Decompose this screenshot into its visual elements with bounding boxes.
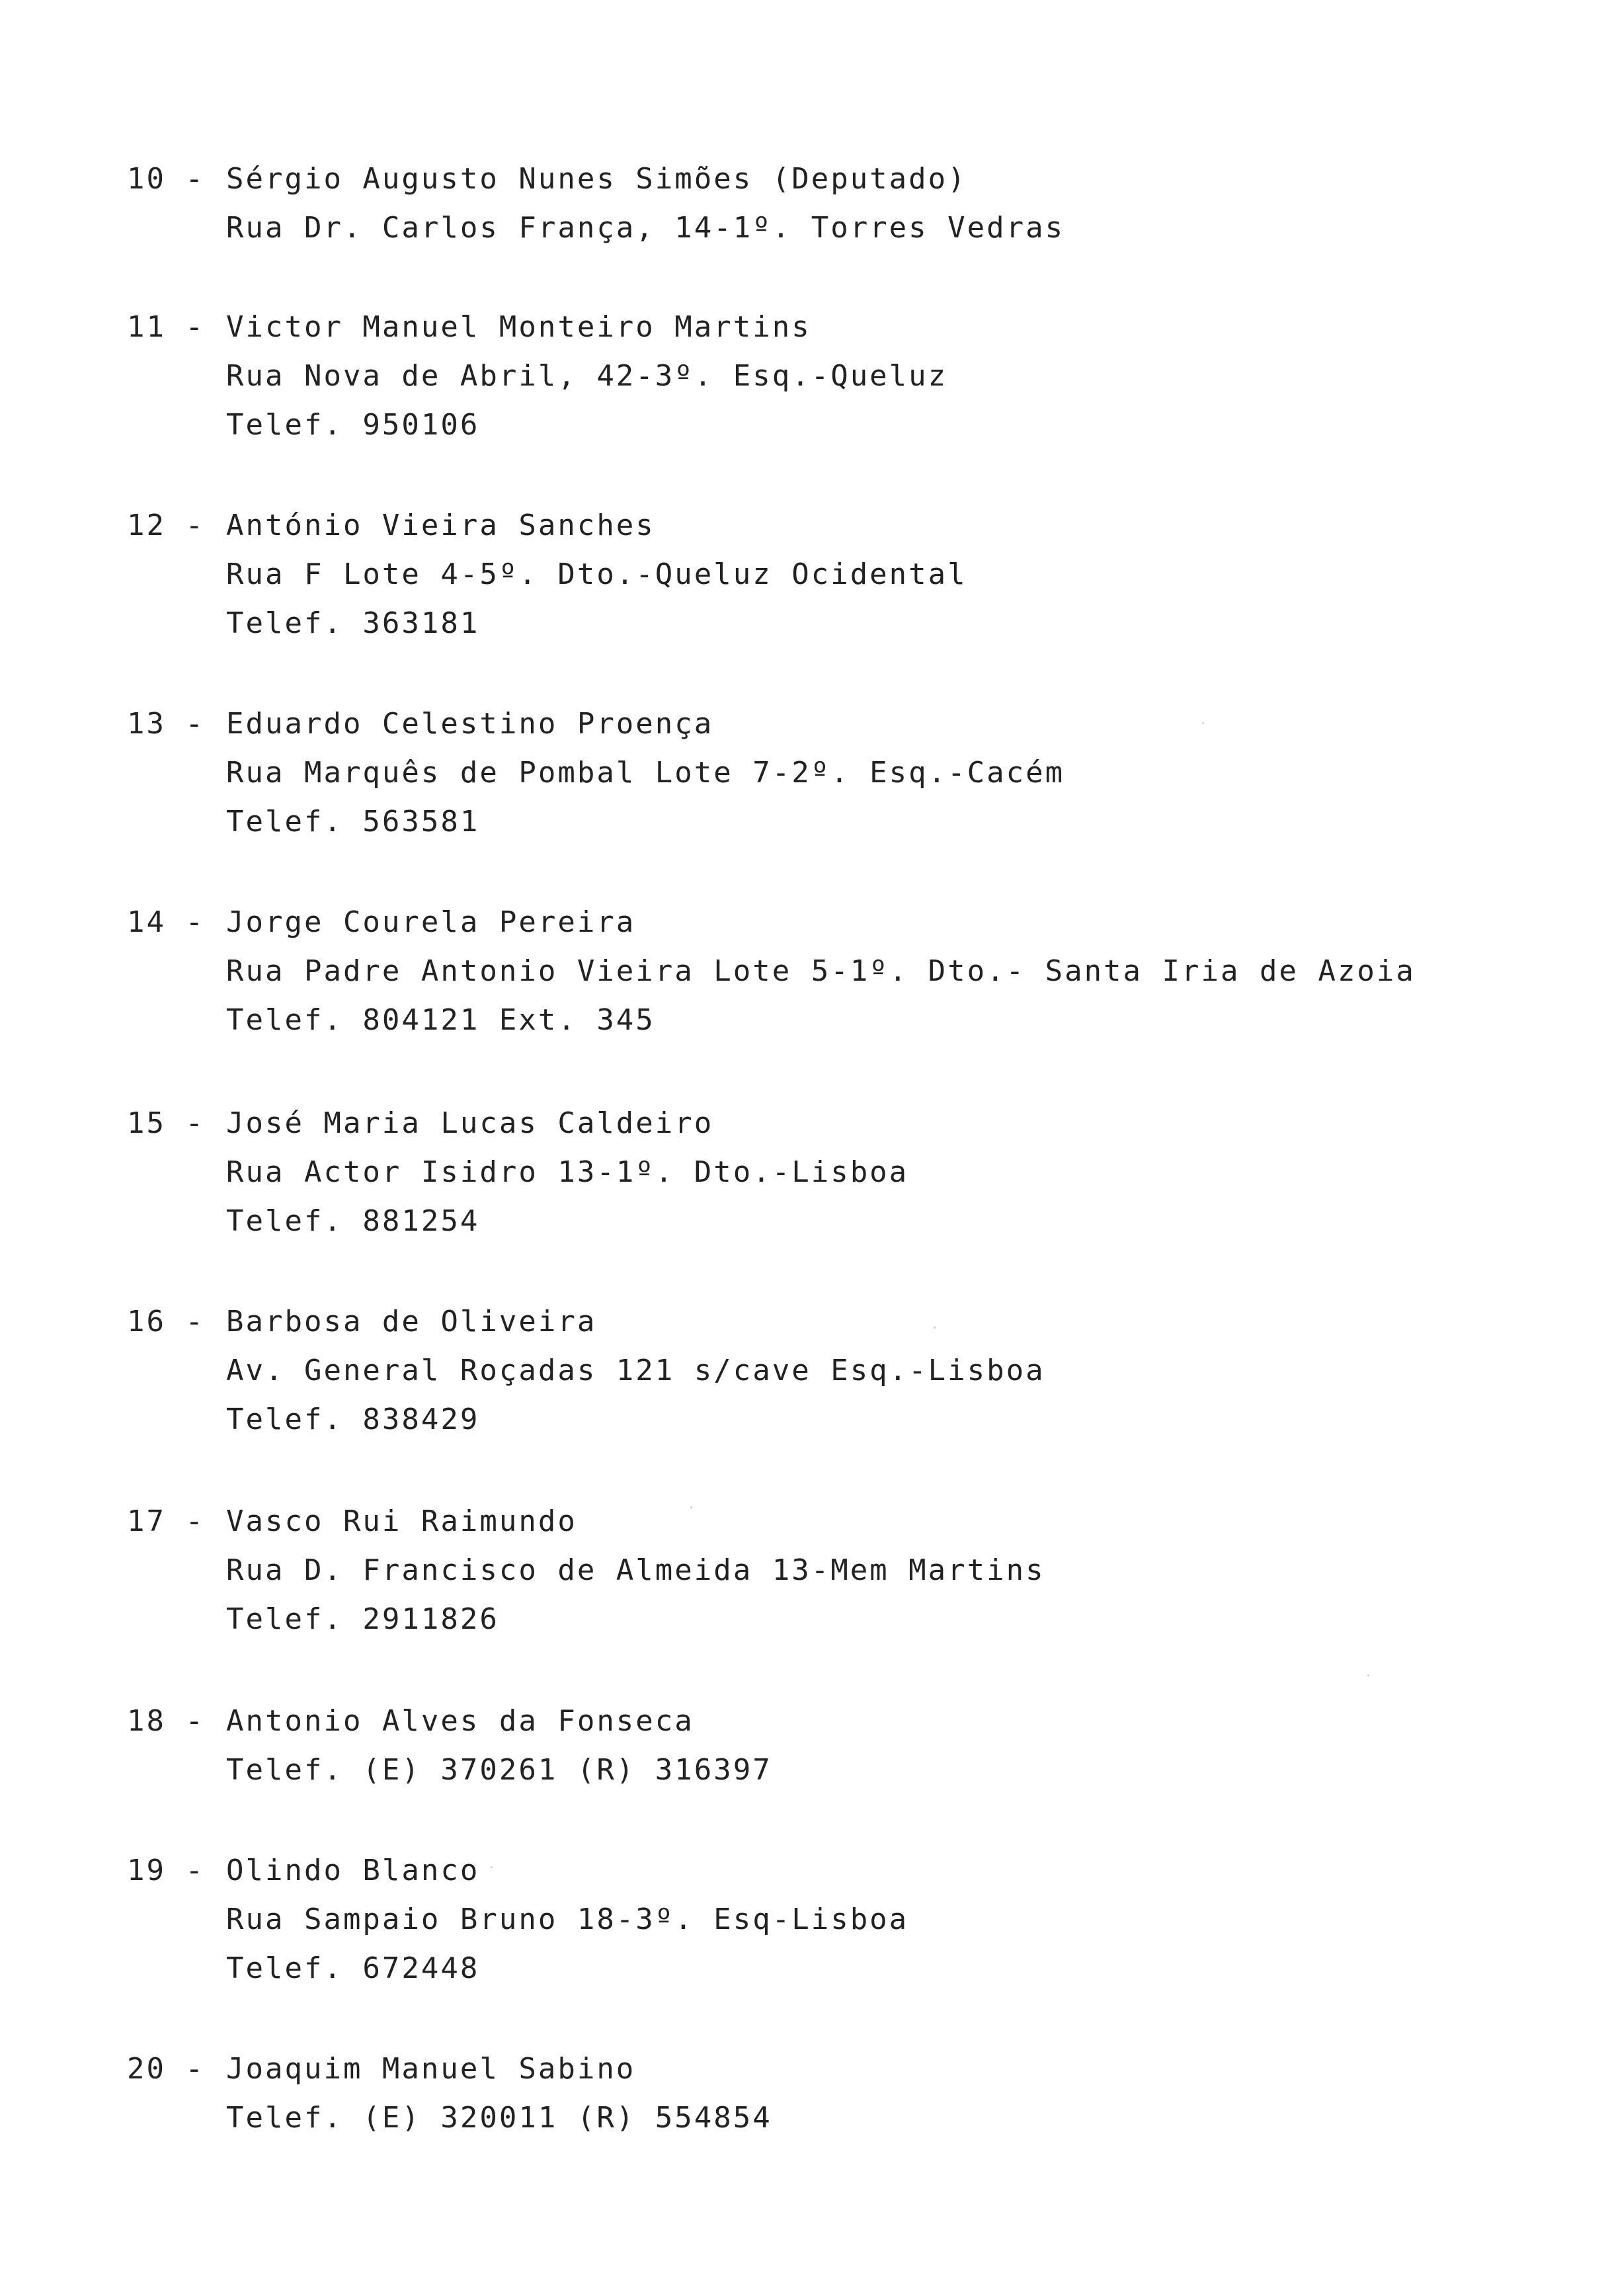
entry-phone: Telef. 563581 [226,805,480,839]
scan-speck [1202,722,1204,724]
entry-address: Rua Marquês de Pombal Lote 7-2º. Esq.-Cacém [226,756,1065,790]
contact-entry-12 [127,501,1568,648]
entry-number: 13 - [127,707,205,741]
contact-entry-13 [127,700,1568,846]
entry-phone: Telef. 881254 [226,1204,480,1238]
entry-number: 14 - [127,905,205,939]
entry-name: Sérgio Augusto Nunes Simões (Deputado) [226,162,967,196]
entry-phone: Telef. 950106 [226,408,480,442]
entry-phone: Telef. 2911826 [226,1602,499,1636]
entry-phone: Telef. 804121 Ext. 345 [226,1003,655,1037]
entry-number: 11 - [127,310,205,344]
entry-address: Rua Sampaio Bruno 18-3º. Esq-Lisboa [226,1903,909,1936]
entry-number: 12 - [127,509,205,542]
contact-entry-18 [127,1697,1568,1795]
entry-phone: Telef. (E) 370261 (R) 316397 [226,1753,772,1787]
entry-name: Antonio Alves da Fonseca [226,1704,694,1738]
contact-entry-11 [127,303,1568,450]
entry-number: 15 - [127,1106,205,1140]
contact-entry-20 [127,2045,1568,2143]
entry-number: 20 - [127,2052,205,2086]
entry-number: 10 - [127,162,205,196]
entry-phone: Telef. (E) 320011 (R) 554854 [226,2101,772,2135]
entry-name: Barbosa de Oliveira [226,1305,597,1338]
entry-address: Rua D. Francisco de Almeida 13-Mem Martins [226,1553,1045,1587]
entry-address: Rua Nova de Abril, 42-3º. Esq.-Queluz [226,359,948,393]
entry-name: Vasco Rui Raimundo [226,1504,577,1538]
entry-number: 18 - [127,1704,205,1738]
entry-name: António Vieira Sanches [226,509,655,542]
contact-entry-16 [127,1297,1568,1444]
entry-number: 17 - [127,1504,205,1538]
scan-speck [491,1866,493,1868]
entry-name: José Maria Lucas Caldeiro [226,1106,714,1140]
entry-number: 19 - [127,1854,205,1887]
entry-name: Jorge Courela Pereira [226,905,636,939]
scan-speck [690,1506,692,1508]
entry-phone: Telef. 838429 [226,1403,480,1436]
entry-address: Rua F Lote 4-5º. Dto.-Queluz Ocidental [226,557,967,591]
scan-speck [934,1327,936,1329]
contact-entry-10 [127,155,1568,253]
entry-name: Olindo Blanco [226,1854,480,1887]
entry-name: Victor Manuel Monteiro Martins [226,310,811,344]
contact-entry-19 [127,1846,1568,1993]
contact-entry-14 [127,898,1568,1045]
entry-phone: Telef. 363181 [226,606,480,640]
entry-name: Joaquim Manuel Sabino [226,2052,636,2086]
entry-address: Rua Actor Isidro 13-1º. Dto.-Lisboa [226,1155,909,1189]
entry-address: Av. General Roçadas 121 s/cave Esq.-Lisboa [226,1354,1045,1387]
entry-address: Rua Padre Antonio Vieira Lote 5-1º. Dto.- Santa Iria de Azoia [226,954,1416,988]
entry-address: Rua Dr. Carlos França, 14-1º. Torres Vedras [226,211,1065,245]
entry-name: Eduardo Celestino Proença [226,707,714,741]
scan-speck [1367,1674,1369,1676]
contact-entry-15 [127,1099,1568,1246]
entry-number: 16 - [127,1305,205,1338]
entry-phone: Telef. 672448 [226,1951,480,1985]
contact-entry-17 [127,1497,1568,1644]
